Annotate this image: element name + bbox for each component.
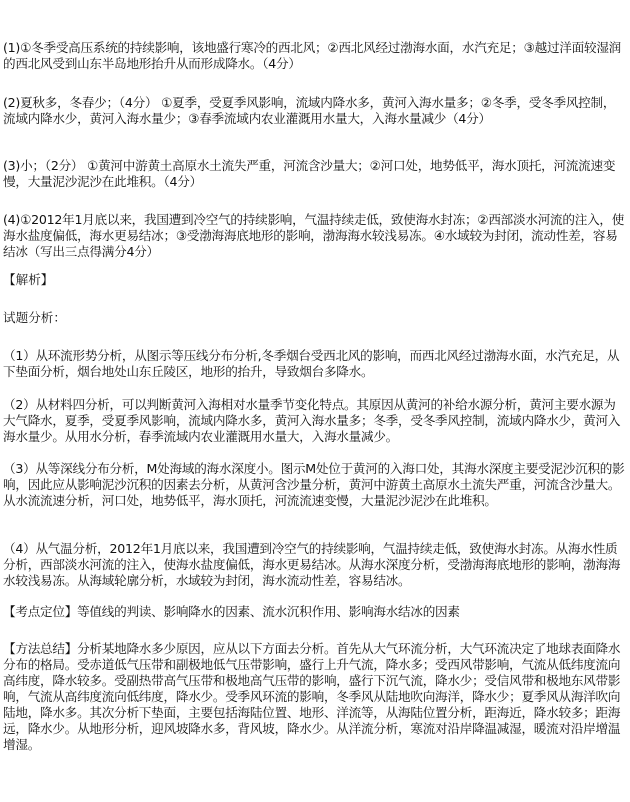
answer-1: (1)①冬季受高压系统的持续影响，该地盛行寒冷的西北风；②西北风经过渤海水面，水汽充足；③越过洋面较湿润的西北风受到山东半岛地形抬升从而形成降水。（4分） bbox=[3, 40, 622, 71]
kaodian-line bbox=[3, 604, 627, 620]
kaodian-tag: 【考点定位】 bbox=[3, 604, 78, 619]
method-text: 分析某地降水多少原因，应从以下方面去分析。首先从大气环流分析，大气环流决定了地球表面降水分布的格局。受赤道低气压带和副极地低气压带影响，盛行上升气流，降水多；受西风带影响，气流从低纬度流向高纬度，降水较多。受副热带高气压带和极地高气压带的影响，盛行下沉气流，降水少；受信风带和极地东风带影响，气流从高纬度流向低纬度，降水少。受季风环流的影响，冬季风从陆地吹向海洋，降水少；夏季风从海洋吹向陆地，降水多。其次分析下垫面，主要包括海陆位置、地形、洋流等，从海陆位置分析，距海近，降水较多；距海远，降水少。从地形分析，迎风坡降水多，背风坡，降水少。从洋流分析，寒流对沿岸降温减湿，暖流对沿岸增温增湿。 bbox=[3, 641, 621, 752]
analysis-2: （2）从材料四分析，可以判断黄河入海相对水量季节变化特点。其原因从黄河的补给水源分析，黄河主要水源为大气降水，夏季，受夏季风影响，流域内降水多，黄河入海水量多；冬季，受冬季风控制，流域内降水少，黄河入海水量少。从用水分析，春季流域内农业灌溉用水量大，入海水量减少。 bbox=[3, 397, 621, 444]
analysis-heading: 【解析】 bbox=[3, 272, 54, 287]
kaodian-text: 等值线的判读、影响降水的因素、流水沉积作用、影响海水结冰的因素 bbox=[77, 604, 460, 619]
analysis-1: （1）从环流形势分析，从图示等压线分布分析,冬季烟台受西北风的影响，而西北风经过渤海水面，水汽充足，从下垫面分析，烟台地处山东丘陵区，地形的抬升，导致烟台多降水。 bbox=[3, 348, 620, 379]
method-tag: 【方法总结】 bbox=[3, 641, 78, 656]
analysis-intro: 试题分析： bbox=[3, 310, 66, 325]
answer-4: (4)①2012年1月底以来，我国遭到冷空气的持续影响，气温持续走低，致使海水封冻；②西部淡水河流的注入，使海水盐度偏低，海水更易结冰；③受渤海海底地形的影响，渤海海水较浅易冻。④水域较为封闭，流动性差，容易结冰（写出三点得满分4分） bbox=[3, 212, 625, 259]
answer-2: (2)夏秋多，冬春少；（4分） ①夏季，受夏季风影响，流域内降水多，黄河入海水量多；②冬季，受冬季风控制，流域内降水少，黄河入海水量少；③春季流域内农业灌溉用水量大，入海水量减少（4分） bbox=[3, 95, 616, 126]
analysis-3: （3）从等深线分布分析，M处海域的海水深度小。图示M处位于黄河的入海口处，其海水深度主要受泥沙沉积的影响，因此应从影响泥沙沉积的因素去分析，从黄河含沙量分析，黄河中游黄土高原水土流失严重，河流含沙量大。从水流流速分析，河口处，地势低平，海水顶托，河流流速变慢，大量泥沙泥沙在此堆积。 bbox=[3, 461, 625, 508]
analysis-4: （4）从气温分析，2012年1月底以来，我国遭到冷空气的持续影响，气温持续走低，致使海水封冻。从海水性质分析，西部淡水河流的注入，使海水盐度偏低，海水更易结冰。从海水深度分析，受渤海海底地形的影响，渤海海水较浅易冻。从海域轮廓分析，水域较为封闭，海水流动性差，容易结冰。 bbox=[3, 541, 621, 588]
method-summary bbox=[3, 641, 627, 753]
answer-3: (3)小；（2分） ①黄河中游黄土高原水土流失严重，河流含沙量大；②河口处，地势低平，海水顶托，河流流速变慢，大量泥沙泥沙在此堆积。（4分） bbox=[3, 158, 616, 189]
